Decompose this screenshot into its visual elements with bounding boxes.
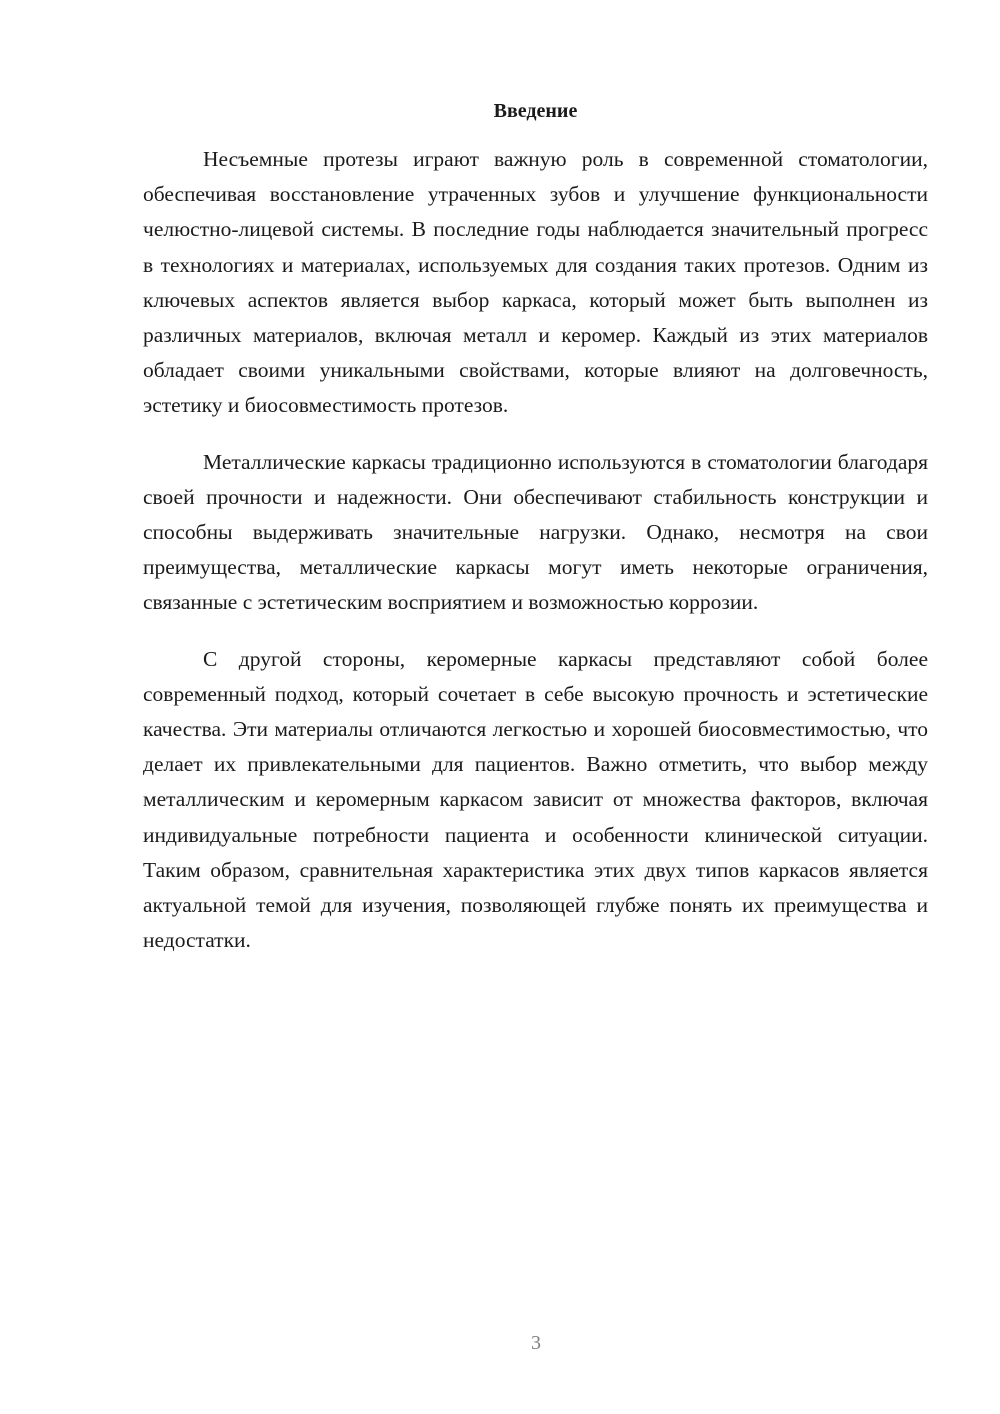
page-content xyxy=(143,96,928,979)
paragraph-intro: Несъемные протезы играют важную роль в современной стоматологии, обеспечивая восстановление утраченных зубов и улучшение функциональности челюстно-лицевой системы. В последние годы наблюдается значительный прогресс в технологиях и материалах, используемых для создания таких протезов. Одним из ключевых аспектов является выбор каркаса, который может быть выполнен из различных материалов, включая металл и керомер. Каждый из этих материалов обладает своими уникальными свойствами, которые влияют на долговечность, эстетику и биосовместимость протезов. xyxy=(143,147,928,418)
page-number: 3 xyxy=(531,1332,541,1354)
section-heading: Введение xyxy=(493,100,578,122)
paragraph-metal-frames: Металлические каркасы традиционно используются в стоматологии благодаря своей прочности и надежности. Они обеспечивают стабильность конструкции и способны выдерживать значительные нагрузки. Однако, несмотря на свои преимущества, металлические каркасы могут иметь некоторые ограничения, связанные с эстетическим восприятием и возможностью коррозии. xyxy=(143,449,928,615)
paragraph-ceromer-frames: С другой стороны, керомерные каркасы представляют собой более современный подход, который сочетает в себе высокую прочность и эстетические качества. Эти материалы отличаются легкостью и хорошей биосовместимостью, что делает их привлекательными для пациентов. Важно отметить, что выбор между металлическим и керомерным каркасом зависит от множества факторов, включая индивидуальные потребности пациента и особенности клинической ситуации. Таким образом, сравнительная характеристика этих двух типов каркасов является актуальной темой для изучения, позволяющей глубже понять их преимущества и недостатки. xyxy=(143,646,928,953)
